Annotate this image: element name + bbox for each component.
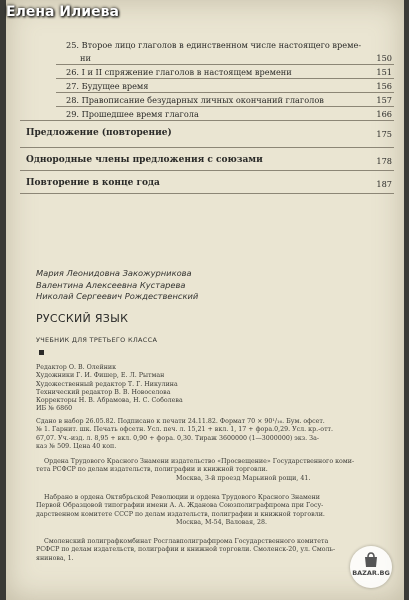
print-info [36,418,381,451]
print-info-line: № 1. Гарнит. шк. Печать офсетн. Усл. печ. л. 15,21 + вкл. 1, 17 + фора.0,29. Усл. кр.-отт. [36,426,334,434]
toc-page-number: 151 [376,67,392,77]
uploader-name: Елена Илиева [6,4,119,20]
author-list [36,268,198,303]
publisher-info [36,458,381,483]
toc-item: 27. Будущее время [66,81,149,91]
publisher-line: Ордена Трудового Красного Знамени издательство «Просвещение» Государственного коми- [44,458,355,465]
book-subtitle: УЧЕБНИК ДЛЯ ТРЕТЬЕГО КЛАССА [36,336,158,344]
toc-divider [20,120,394,121]
typesetting-info [36,494,381,527]
toc-divider [56,106,394,107]
typesetting-line: Москва, М-54, Валовая, 28. [176,518,268,526]
ib-number: ИБ № 6860 [36,405,73,413]
toc-section: Однородные члены предложения с союзами [26,155,263,165]
watermark-label: BAZAR.BG [352,569,390,577]
publisher-line: Москва, 3-й проезд Марьиной рощи, 41. [176,474,311,482]
bag-icon [362,551,380,569]
toc-divider [56,64,394,65]
toc-divider [20,170,394,171]
toc-page-number: 156 [376,81,392,91]
author-name: Мария Леонидовна Закожурникова [36,268,192,278]
staff-line: Художественный редактор Т. Г. Никулина [36,380,178,388]
publisher-line: тета РСФСР по делам издательств, полиграфии и книжной торговли. [36,466,268,474]
print-info-line: 67,07. Уч.-изд. л. 8,95 + вкл. 0,90 + фора. 0,30. Тираж 3600000 (1—3000000) экз. За- [36,434,319,442]
toc-item: 29. Прошедшее время глагола [66,109,199,119]
bazar-watermark-logo [350,546,392,588]
printing-house-line: Смоленский полиграфкомбинат Росглавполиграфпрома Государственного комитета [44,538,329,545]
typesetting-line: дарственном комитете СССР по делам издательств, полиграфии и книжной торговли. [36,510,325,518]
toc-page-number: 178 [376,156,392,166]
printing-house-info [36,538,381,563]
staff-line: Технический редактор В. В. Новоселова [36,388,171,396]
toc-item: 26. I и II спряжение глаголов в настоящем времени [66,67,292,77]
toc-page-number: 157 [376,95,392,105]
toc-page-number: 150 [376,53,392,63]
toc-page-number: 175 [376,129,392,139]
typesetting-line: Первой Образцовой типографии имени А. А. Жданова Союзполиграфпрома при Госу- [36,502,324,510]
toc-page-number: 187 [376,179,392,189]
author-name: Валентина Алексеевна Кустарева [36,279,186,290]
toc-section: Предложение (повторение) [26,128,172,138]
toc-divider [20,193,394,194]
toc-item: 25. Второе лицо глаголов в единственном числе настоящего време- [66,40,362,50]
book-page [6,0,404,600]
toc-divider [56,78,394,79]
toc-divider [20,147,394,148]
toc-item: ни [80,53,91,63]
printing-house-line: янинова, 1. [36,554,74,562]
printing-house-line: РСФСР по делам издательств, полиграфии и книжной торговли. Смоленск-20, ул. Смоль- [36,546,336,554]
staff-line: Редактор О. В. Олейник [36,364,117,371]
toc-item: 28. Правописание безударных личных окончаний глаголов [66,95,324,105]
staff-credits [36,364,381,414]
print-info-line: каз № 509. Цена 40 коп. [36,442,117,450]
toc-divider [56,92,394,93]
toc-section: Повторение в конце года [26,178,160,188]
typesetting-line: Набрано в ордена Октябрьской Революции и ордена Трудового Красного Знамени [44,494,320,501]
author-name: Николай Сергеевич Рождественский [36,291,199,301]
toc-page-number: 166 [376,109,392,119]
book-title: РУССКИЙ ЯЗЫК [36,312,129,325]
square-mark-icon [39,350,44,355]
staff-line: Корректоры Н. В. Абрамова, Н. С. Соболева [36,397,183,405]
staff-line: Художники Г. И. Фишер, Е. Л. Рытман [36,372,165,380]
print-info-line: Сдано в набор 26.05.82. Подписано к печати 24.11.82. Формат 70 × 90¹/₁₆. Бум. офсет. [36,418,325,425]
